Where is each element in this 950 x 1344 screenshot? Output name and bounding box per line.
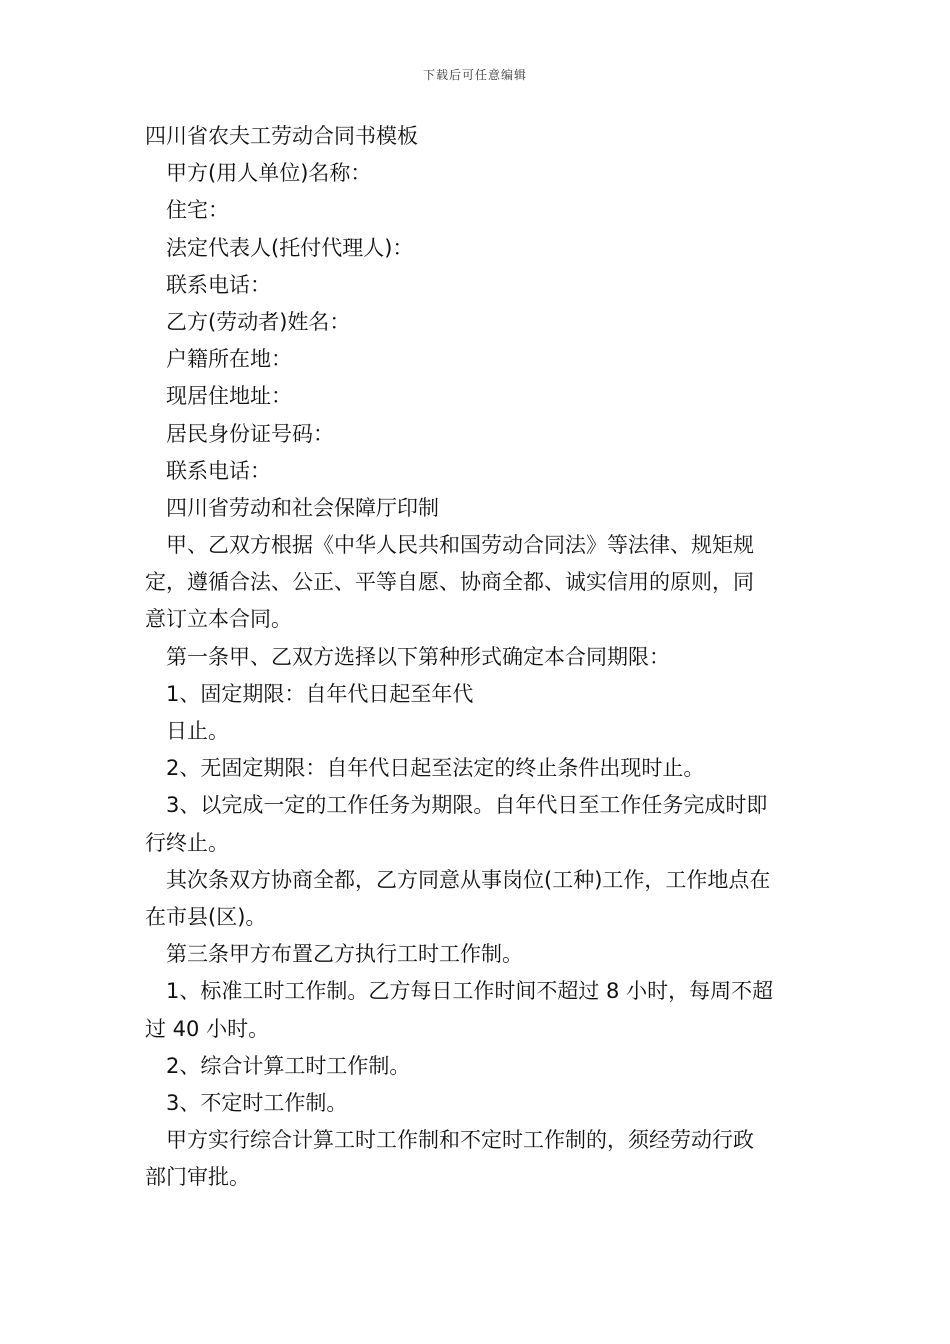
article-3-item-1: 1、标准工时工作制。乙方每日工作时间不超过 8 小时，每周不超 [166,979,774,1004]
issuer-line: 四川省劳动和社会保障厅印制 [166,495,439,520]
approval-line-2: 部门审批。 [145,1165,250,1190]
article-1-item-1: 1、固定期限：自年代日起至年代 [166,681,474,706]
party-b-name-line: 乙方(劳动者)姓名： [166,309,351,334]
party-b-id-line: 居民身份证号码： [166,421,334,446]
party-a-name-line: 甲方(用人单位)名称： [166,161,372,186]
party-b-phone-line: 联系电话： [166,458,271,483]
article-1-item-2: 2、无固定期限：自年代日起至法定的终止条件出现时止。 [166,756,705,781]
document-title: 四川省农夫工劳动合同书模板 [145,124,418,148]
preamble-line-2: 定，遵循合法、公正、平等自愿、协商全都、诚实信用的原则，同 [145,570,754,595]
article-3-item-1-cont: 过 40 小时。 [145,1016,270,1041]
preamble-line-3: 意订立本合同。 [145,607,292,632]
document-body [145,118,810,1196]
article-3-item-2: 2、综合计算工时工作制。 [166,1053,411,1078]
article-3-item-3: 3、不定时工作制。 [166,1090,348,1115]
party-b-household-line: 户籍所在地： [166,347,292,372]
party-b-address-line: 现居住地址： [166,384,292,409]
approval-line-1: 甲方实行综合计算工时工作制和不定时工作制的，须经劳动行政 [166,1128,754,1153]
page-header-note: 下载后可任意编辑 [422,68,527,82]
party-a-address-line: 住宅： [166,198,229,223]
article-2-line-1: 其次条双方协商全都，乙方同意从事岗位(工种)工作，工作地点在 [166,867,771,892]
party-a-phone-line: 联系电话： [166,272,271,297]
article-3-heading: 第三条甲方布置乙方执行工时工作制。 [166,942,523,967]
article-2-line-2: 在市县(区)。 [145,904,267,929]
article-1-heading: 第一条甲、乙双方选择以下第种形式确定本合同期限： [166,644,670,669]
preamble-line-1: 甲、乙双方根据《中华人民共和国劳动合同法》等法律、规矩规 [166,533,754,558]
article-1-item-1-cont: 日止。 [166,719,229,743]
article-1-item-3-cont: 行终止。 [145,830,229,855]
party-a-representative-line: 法定代表人(托付代理人)： [166,235,414,260]
article-1-item-3: 3、以完成一定的工作任务为期限。自年代日至工作任务完成时即 [166,793,768,818]
